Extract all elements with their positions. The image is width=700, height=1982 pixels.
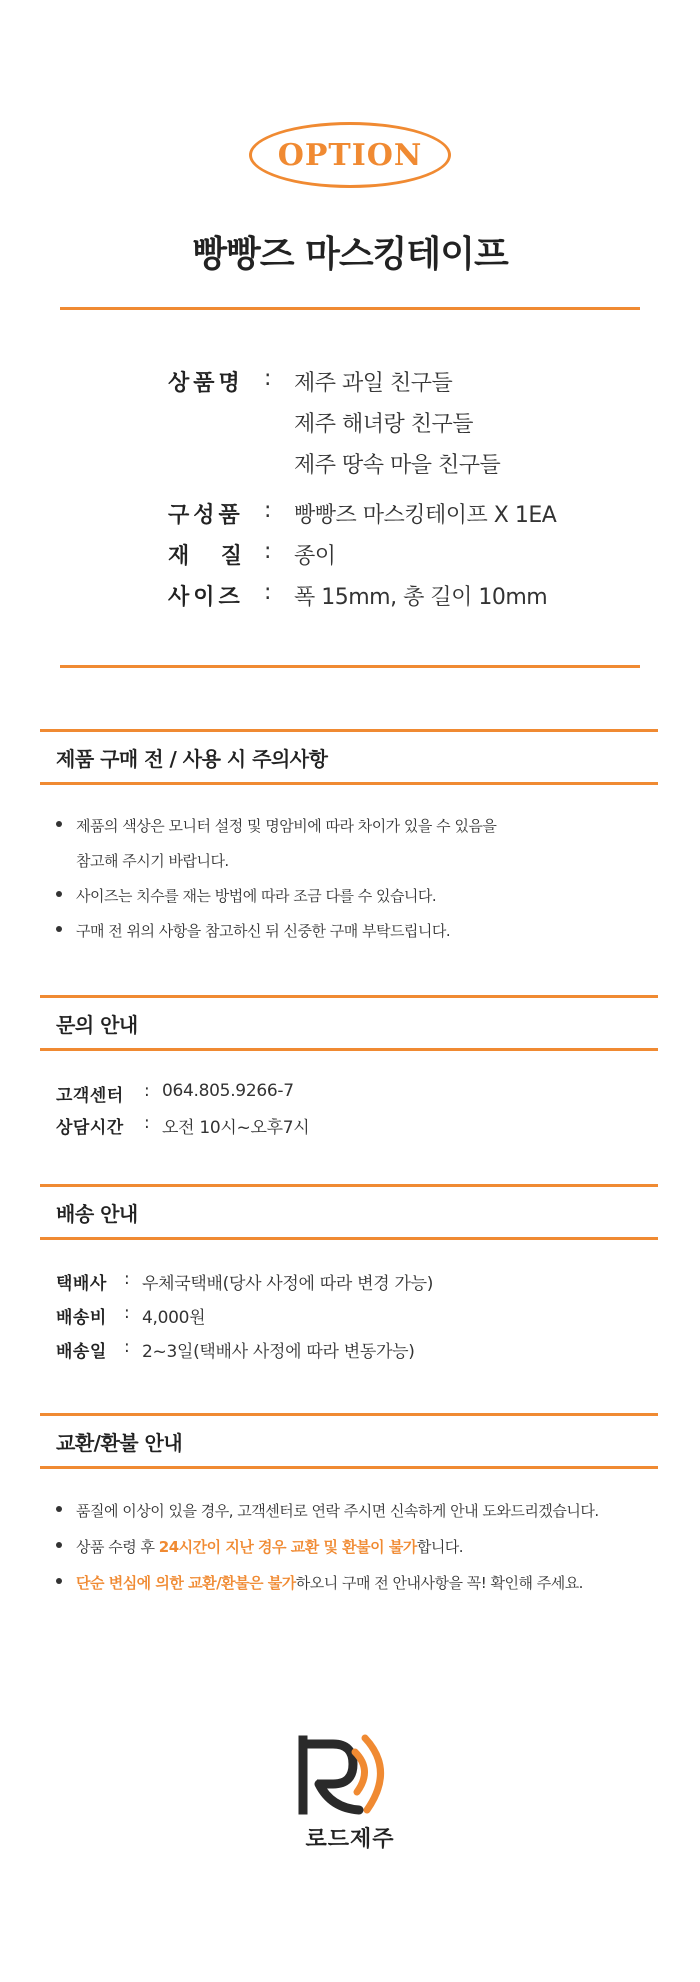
refund-item-text: 품질에 이상이 있을 경우, 고객센터로 연락 주시면 신속하게 안내 도와드리겠습니다. <box>76 1502 599 1520</box>
refund-item-text <box>76 1572 583 1593</box>
refund-item-highlight: 24시간이 지난 경우 교환 및 환불이 불가 <box>158 1538 417 1556</box>
shipping-label: 배송일 <box>56 1342 107 1362</box>
caution-heading: 제품 구매 전 / 사용 시 주의사항 <box>40 729 658 785</box>
refund-item-post: 하오니 구매 전 안내사항을 꼭! 확인해 주세요. <box>295 1574 583 1592</box>
shipping-colon: : <box>124 1337 130 1357</box>
bullet-dot-icon <box>56 1578 62 1584</box>
shipping-colon: : <box>124 1303 130 1323</box>
shipping-value-courier: 우체국택배(당사 사정에 따라 변경 가능) <box>142 1274 434 1294</box>
rd-logo-icon <box>295 1730 405 1830</box>
shipping-row-fee <box>56 1303 656 1327</box>
brand-name: 로드제주 <box>305 1827 395 1852</box>
spec-value-name-3: 제주 땅속 마을 친구들 <box>294 453 501 478</box>
spec-value-name-1: 제주 과일 친구들 <box>294 371 453 396</box>
spec-label-name: 상품명 <box>168 371 244 396</box>
shipping-row-days <box>56 1337 656 1361</box>
inquiry-row-hours <box>56 1113 656 1137</box>
caution-item-text: 구매 전 위의 사항을 참고하신 뒤 신중한 구매 부탁드립니다. <box>76 922 451 940</box>
spec-row-name-3 <box>0 448 700 488</box>
inquiry-value-phone: 064.805.9266-7 <box>162 1081 294 1101</box>
shipping-value-fee: 4,000원 <box>142 1308 206 1328</box>
product-title: 빵빵즈 마스킹테이프 <box>192 234 508 275</box>
refund-item-post: 합니다. <box>416 1538 464 1556</box>
caution-item-text: 제품의 색상은 모니터 설정 및 명암비에 따라 차이가 있을 수 있음을 <box>76 817 497 835</box>
spec-value-size: 폭 15mm, 총 길이 10mm <box>294 585 548 610</box>
inquiry-colon: : <box>144 1113 150 1133</box>
shipping-heading: 배송 안내 <box>40 1184 658 1240</box>
shipping-row-courier <box>56 1269 656 1293</box>
inquiry-heading: 문의 안내 <box>40 995 658 1051</box>
spec-row-name <box>0 366 700 406</box>
bullet-dot-icon <box>56 1506 62 1512</box>
bullet-dot-icon <box>56 891 62 897</box>
shipping-colon: : <box>124 1269 130 1289</box>
refund-item-pre: 상품 수령 후 <box>76 1538 159 1556</box>
inquiry-label: 고객센터 <box>56 1086 124 1106</box>
spec-label-contents: 구성품 <box>168 503 244 528</box>
inquiry-label: 상담시간 <box>56 1118 124 1138</box>
bullet-dot-icon <box>56 926 62 932</box>
refund-item-text <box>76 1536 463 1557</box>
spec-row-size <box>0 580 700 620</box>
title-divider <box>60 307 640 310</box>
spec-colon: : <box>264 580 272 605</box>
spec-label-material-char: 재 <box>168 544 190 569</box>
bullet-dot-icon <box>56 1542 62 1548</box>
bullet-dot-icon <box>56 821 62 827</box>
spec-colon: : <box>264 539 272 564</box>
shipping-label: 배송비 <box>56 1308 107 1328</box>
spec-colon: : <box>264 498 272 523</box>
spec-label-material-char: 질 <box>220 544 242 569</box>
spec-value-material: 종이 <box>294 544 336 569</box>
option-badge: OPTION <box>249 122 451 188</box>
inquiry-value-hours: 오전 10시~오후7시 <box>162 1118 310 1138</box>
spec-value-contents: 빵빵즈 마스킹테이프 X 1EA <box>294 503 557 528</box>
shipping-value-days: 2~3일(택배사 사정에 따라 변동가능) <box>142 1342 415 1362</box>
spec-label-material <box>168 539 242 570</box>
caution-item-text: 사이즈는 치수를 재는 방법에 따라 조금 다를 수 있습니다. <box>76 887 437 905</box>
caution-item-continuation: 참고해 주시기 바랍니다. <box>76 852 229 870</box>
spec-row-name-2 <box>0 407 700 447</box>
spec-divider <box>60 665 640 668</box>
refund-item-highlight: 단순 변심에 의한 교환/환불은 불가 <box>76 1574 296 1592</box>
inquiry-colon: : <box>144 1081 150 1101</box>
refund-heading: 교환/환불 안내 <box>40 1413 658 1469</box>
spec-value-name-2: 제주 해녀랑 친구들 <box>294 412 474 437</box>
shipping-label: 택배사 <box>56 1274 107 1294</box>
spec-label-size: 사이즈 <box>168 585 244 610</box>
spec-colon: : <box>264 366 272 391</box>
inquiry-row-center <box>56 1081 656 1105</box>
spec-row-material <box>0 539 700 579</box>
spec-row-contents <box>0 498 700 538</box>
